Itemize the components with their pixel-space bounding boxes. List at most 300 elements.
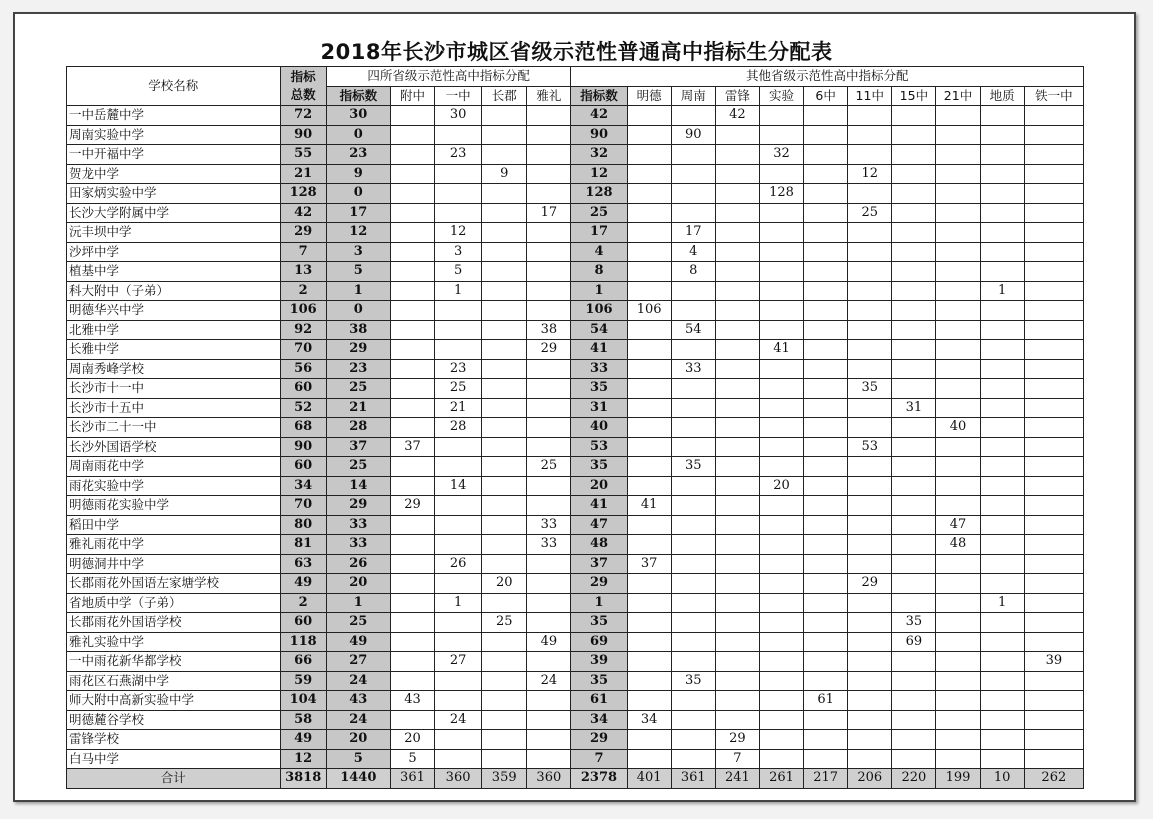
group2-value-cell: 206 [848, 769, 892, 789]
group1-value-cell [527, 262, 571, 282]
group2-value-cell [671, 749, 715, 769]
group1-col-header: 附中 [390, 86, 434, 106]
group2-value-cell [980, 671, 1024, 691]
group2-value-cell [804, 379, 848, 399]
school-name-cell: 周南雨花中学 [67, 457, 281, 477]
group2-value-cell [1024, 632, 1083, 652]
group1-value-cell [482, 301, 527, 321]
group2-value-cell [671, 535, 715, 555]
group2-value-cell [715, 398, 759, 418]
table-row [67, 281, 1084, 301]
group1-index-cell: 0 [326, 125, 390, 145]
group1-value-cell: 25 [527, 457, 571, 477]
group1-value-cell [390, 593, 434, 613]
group2-value-cell [671, 613, 715, 633]
school-name-cell: 明德华兴中学 [67, 301, 281, 321]
group2-value-cell [1024, 184, 1083, 204]
group1-value-cell [527, 554, 571, 574]
school-name-cell: 白马中学 [67, 749, 281, 769]
group2-value-cell: 20 [759, 476, 803, 496]
table-row [67, 554, 1084, 574]
group1-value-cell: 360 [527, 769, 571, 789]
total-cell: 70 [280, 340, 326, 360]
total-cell: 55 [280, 145, 326, 165]
table-row [67, 242, 1084, 262]
group2-value-cell [1024, 125, 1083, 145]
group1-value-cell [527, 242, 571, 262]
total-row [67, 769, 1084, 789]
total-cell: 2 [280, 281, 326, 301]
group1-value-cell [435, 496, 482, 516]
group2-value-cell: 35 [848, 379, 892, 399]
group2-index-cell: 35 [571, 457, 627, 477]
total-cell: 63 [280, 554, 326, 574]
group2-value-cell [936, 379, 980, 399]
group2-value-cell [980, 496, 1024, 516]
group2-value-cell [936, 262, 980, 282]
group1-value-cell [435, 164, 482, 184]
group2-value-cell [671, 340, 715, 360]
allocation-table [66, 66, 1084, 789]
group2-value-cell [627, 106, 671, 126]
group1-value-cell [435, 184, 482, 204]
group2-value-cell [627, 203, 671, 223]
group2-value-cell [980, 476, 1024, 496]
group2-value-cell [936, 301, 980, 321]
group2-value-cell: 4 [671, 242, 715, 262]
group1-value-cell [390, 145, 434, 165]
group2-value-cell [892, 457, 936, 477]
group2-value-cell: 10 [980, 769, 1024, 789]
school-name-cell: 长郡雨花外国语左家塘学校 [67, 574, 281, 594]
group2-value-cell [980, 398, 1024, 418]
group2-index-cell: 31 [571, 398, 627, 418]
group2-value-cell [715, 379, 759, 399]
group2-value-cell [892, 164, 936, 184]
group2-value-cell [804, 320, 848, 340]
group1-value-cell: 359 [482, 769, 527, 789]
group1-index-cell: 49 [326, 632, 390, 652]
group2-value-cell [980, 184, 1024, 204]
group1-value-cell [482, 184, 527, 204]
group1-index-cell: 3 [326, 242, 390, 262]
group1-value-cell [390, 457, 434, 477]
group2-value-cell [980, 457, 1024, 477]
group1-value-cell: 9 [482, 164, 527, 184]
group1-value-cell: 28 [435, 418, 482, 438]
group2-value-cell [804, 632, 848, 652]
group2-value-cell [715, 710, 759, 730]
group1-value-cell: 5 [390, 749, 434, 769]
group2-value-cell [759, 203, 803, 223]
total-cell: 7 [280, 242, 326, 262]
group2-value-cell: 128 [759, 184, 803, 204]
group2-value-cell [848, 242, 892, 262]
group1-index-cell: 27 [326, 652, 390, 672]
group2-value-cell: 39 [1024, 652, 1083, 672]
group2-value-cell [1024, 710, 1083, 730]
group1-value-cell [390, 359, 434, 379]
group2-index-cell: 39 [571, 652, 627, 672]
group2-value-cell [892, 125, 936, 145]
school-name-cell: 周南实验中学 [67, 125, 281, 145]
group2-value-cell: 61 [804, 691, 848, 711]
school-name-cell: 雨花实验中学 [67, 476, 281, 496]
group1-value-cell: 29 [527, 340, 571, 360]
group1-value-cell [435, 574, 482, 594]
group1-value-cell [482, 203, 527, 223]
group1-value-cell: 33 [527, 535, 571, 555]
group2-col-header: 周南 [671, 86, 715, 106]
total-cell: 3818 [280, 769, 326, 789]
total-cell: 34 [280, 476, 326, 496]
group2-index-cell: 41 [571, 340, 627, 360]
group1-value-cell [482, 223, 527, 243]
group2-value-cell: 199 [936, 769, 980, 789]
group2-value-cell [759, 535, 803, 555]
group2-value-cell [848, 671, 892, 691]
group2-value-cell [980, 242, 1024, 262]
group2-value-cell [759, 418, 803, 438]
group2-value-cell [892, 574, 936, 594]
group2-index-cell: 47 [571, 515, 627, 535]
group2-index-cell: 1 [571, 281, 627, 301]
group2-value-cell [759, 496, 803, 516]
group2-value-cell [715, 418, 759, 438]
group2-value-cell [892, 184, 936, 204]
group2-index-cell: 20 [571, 476, 627, 496]
group2-value-cell [892, 730, 936, 750]
group1-value-cell [527, 398, 571, 418]
group2-value-cell: 106 [627, 301, 671, 321]
group2-value-cell [980, 320, 1024, 340]
total-cell: 29 [280, 223, 326, 243]
group1-value-cell [482, 671, 527, 691]
group1-value-cell: 360 [435, 769, 482, 789]
group2-value-cell [936, 145, 980, 165]
group2-value-cell [892, 320, 936, 340]
group2-value-cell [671, 184, 715, 204]
page-title: 2018年长沙市城区省级示范性普通高中指标生分配表 [320, 40, 833, 64]
group1-header: 四所省级示范性高中指标分配 [326, 67, 571, 87]
group2-value-cell: 1 [980, 593, 1024, 613]
group1-value-cell: 26 [435, 554, 482, 574]
group2-value-cell [848, 554, 892, 574]
group2-value-cell [936, 554, 980, 574]
group1-index-cell: 25 [326, 613, 390, 633]
group2-value-cell: 41 [759, 340, 803, 360]
group2-value-cell [671, 281, 715, 301]
group2-value-cell [848, 340, 892, 360]
group2-value-cell [848, 749, 892, 769]
group1-value-cell: 23 [435, 359, 482, 379]
group2-value-cell [980, 301, 1024, 321]
total-cell: 49 [280, 730, 326, 750]
group2-value-cell [892, 652, 936, 672]
group2-value-cell [1024, 320, 1083, 340]
group2-value-cell [671, 164, 715, 184]
group1-value-cell [435, 671, 482, 691]
group2-value-cell [759, 359, 803, 379]
group2-value-cell [1024, 106, 1083, 126]
group2-value-cell [671, 398, 715, 418]
group1-value-cell [482, 145, 527, 165]
group2-value-cell [1024, 613, 1083, 633]
group1-value-cell: 361 [390, 769, 434, 789]
group2-value-cell [715, 340, 759, 360]
group2-value-cell [804, 476, 848, 496]
group2-value-cell [715, 671, 759, 691]
group1-value-cell [435, 340, 482, 360]
group1-index-cell: 25 [326, 379, 390, 399]
group2-value-cell [804, 437, 848, 457]
group2-value-cell [759, 301, 803, 321]
group1-value-cell [527, 379, 571, 399]
group2-value-cell [627, 164, 671, 184]
group2-value-cell [759, 242, 803, 262]
group2-value-cell [759, 106, 803, 126]
group1-value-cell [482, 632, 527, 652]
group2-value-cell [848, 632, 892, 652]
group1-index-cell: 25 [326, 457, 390, 477]
group2-value-cell [759, 652, 803, 672]
group2-index-cell: 35 [571, 379, 627, 399]
group2-value-cell [804, 613, 848, 633]
group1-value-cell [482, 359, 527, 379]
group1-value-cell [527, 359, 571, 379]
group1-index-cell: 24 [326, 671, 390, 691]
group2-value-cell [627, 671, 671, 691]
group1-value-cell [482, 730, 527, 750]
group2-value-cell [1024, 359, 1083, 379]
group2-value-cell: 361 [671, 769, 715, 789]
group2-value-cell [627, 613, 671, 633]
group2-value-cell: 241 [715, 769, 759, 789]
total-cell: 128 [280, 184, 326, 204]
group2-value-cell [804, 242, 848, 262]
group1-value-cell [527, 613, 571, 633]
group1-value-cell [435, 535, 482, 555]
group2-value-cell [848, 730, 892, 750]
group1-index-cell: 26 [326, 554, 390, 574]
group2-value-cell [1024, 457, 1083, 477]
total-cell: 106 [280, 301, 326, 321]
group2-value-cell [627, 320, 671, 340]
group2-value-cell [892, 379, 936, 399]
group1-value-cell: 20 [390, 730, 434, 750]
group2-value-cell [892, 515, 936, 535]
group2-value-cell [980, 730, 1024, 750]
group2-col-header: 雷锋 [715, 86, 759, 106]
total-cell: 52 [280, 398, 326, 418]
group2-value-cell [627, 223, 671, 243]
group2-value-cell [804, 223, 848, 243]
group2-value-cell [1024, 340, 1083, 360]
group2-col-header: 铁一中 [1024, 86, 1083, 106]
group2-value-cell [892, 223, 936, 243]
group2-value-cell [627, 398, 671, 418]
group2-value-cell [936, 398, 980, 418]
group2-value-cell [715, 125, 759, 145]
group2-index-cell: 12 [571, 164, 627, 184]
group2-value-cell [671, 632, 715, 652]
group2-value-cell [804, 515, 848, 535]
group2-value-cell [1024, 593, 1083, 613]
group2-value-cell [671, 476, 715, 496]
group2-value-cell [936, 671, 980, 691]
group2-value-cell [804, 593, 848, 613]
group2-value-cell [759, 593, 803, 613]
group2-value-cell [715, 184, 759, 204]
group2-value-cell [1024, 223, 1083, 243]
group1-value-cell [482, 749, 527, 769]
group1-index-cell: 24 [326, 710, 390, 730]
group2-value-cell [627, 125, 671, 145]
group1-value-cell [482, 437, 527, 457]
group2-value-cell [848, 223, 892, 243]
school-name-cell: 雅礼实验中学 [67, 632, 281, 652]
group2-value-cell [936, 164, 980, 184]
group2-index-cell: 54 [571, 320, 627, 340]
group1-index-cell: 28 [326, 418, 390, 438]
group2-index-cell: 25 [571, 203, 627, 223]
group2-value-cell [804, 535, 848, 555]
group2-value-cell [848, 145, 892, 165]
group2-value-cell [627, 418, 671, 438]
group2-index-cell: 69 [571, 632, 627, 652]
group2-value-cell: 35 [671, 671, 715, 691]
group1-value-cell [527, 710, 571, 730]
group1-value-cell [390, 184, 434, 204]
group2-value-cell [848, 125, 892, 145]
group1-value-cell [435, 730, 482, 750]
group2-value-cell [1024, 281, 1083, 301]
group2-value-cell [715, 359, 759, 379]
group1-value-cell [390, 710, 434, 730]
group2-value-cell [980, 223, 1024, 243]
group1-index-cell: 0 [326, 184, 390, 204]
group2-value-cell [804, 496, 848, 516]
group1-value-cell [527, 749, 571, 769]
total-cell: 72 [280, 106, 326, 126]
group2-value-cell [627, 242, 671, 262]
group2-index-cell: 40 [571, 418, 627, 438]
total-cell: 2 [280, 593, 326, 613]
table-row [67, 593, 1084, 613]
group2-value-cell [936, 574, 980, 594]
group2-value-cell [759, 554, 803, 574]
group1-index-cell: 43 [326, 691, 390, 711]
group1-index-cell: 17 [326, 203, 390, 223]
group2-value-cell [715, 164, 759, 184]
group2-value-cell [1024, 554, 1083, 574]
group2-value-cell [759, 730, 803, 750]
group2-value-cell [715, 320, 759, 340]
group1-value-cell [390, 203, 434, 223]
group2-index-cell: 106 [571, 301, 627, 321]
group1-value-cell [527, 125, 571, 145]
group2-value-cell [892, 281, 936, 301]
group1-value-cell [435, 749, 482, 769]
group2-value-cell [980, 379, 1024, 399]
group2-value-cell [1024, 262, 1083, 282]
group2-index-cell: 37 [571, 554, 627, 574]
group2-value-cell [892, 340, 936, 360]
group2-value-cell: 54 [671, 320, 715, 340]
group2-value-cell [671, 301, 715, 321]
group2-value-cell [759, 515, 803, 535]
group1-value-cell: 14 [435, 476, 482, 496]
group2-value-cell [671, 554, 715, 574]
group2-value-cell [936, 593, 980, 613]
group1-value-cell [482, 281, 527, 301]
group2-value-cell [671, 203, 715, 223]
school-name-cell: 一中开福中学 [67, 145, 281, 165]
group2-value-cell: 29 [848, 574, 892, 594]
group2-value-cell [1024, 203, 1083, 223]
group2-value-cell [1024, 749, 1083, 769]
group2-value-cell [892, 262, 936, 282]
group2-value-cell [715, 691, 759, 711]
group2-value-cell [1024, 730, 1083, 750]
group2-value-cell [1024, 437, 1083, 457]
group2-col-header: 实验 [759, 86, 803, 106]
group2-value-cell [980, 262, 1024, 282]
group1-index-cell: 29 [326, 340, 390, 360]
group1-value-cell [390, 613, 434, 633]
group1-value-cell [435, 437, 482, 457]
total-header [280, 67, 326, 106]
total-cell: 60 [280, 613, 326, 633]
group1-value-cell [390, 125, 434, 145]
group2-value-cell [759, 632, 803, 652]
group1-value-cell [390, 320, 434, 340]
group1-value-cell [390, 515, 434, 535]
group1-value-cell [435, 301, 482, 321]
group2-value-cell: 33 [671, 359, 715, 379]
group2-col-header: 21中 [936, 86, 980, 106]
group1-value-cell: 29 [390, 496, 434, 516]
group2-value-cell [936, 496, 980, 516]
group2-value-cell [715, 437, 759, 457]
group2-value-cell [936, 710, 980, 730]
group1-value-cell [482, 554, 527, 574]
group2-value-cell [627, 652, 671, 672]
school-name-cell: 稻田中学 [67, 515, 281, 535]
group2-value-cell [936, 281, 980, 301]
group2-value-cell [848, 281, 892, 301]
group2-value-cell: 37 [627, 554, 671, 574]
table-row [67, 164, 1084, 184]
group1-value-cell [390, 652, 434, 672]
group2-value-cell [848, 398, 892, 418]
group2-value-cell [671, 379, 715, 399]
group1-value-cell [527, 281, 571, 301]
group2-value-cell [892, 437, 936, 457]
group2-value-cell [715, 476, 759, 496]
table-row [67, 262, 1084, 282]
group2-header: 其他省级示范性高中指标分配 [571, 67, 1084, 87]
group2-value-cell [671, 437, 715, 457]
group2-value-cell [980, 515, 1024, 535]
group2-value-cell [1024, 476, 1083, 496]
group1-value-cell: 49 [527, 632, 571, 652]
group2-value-cell: 17 [671, 223, 715, 243]
group1-value-cell: 38 [527, 320, 571, 340]
group2-value-cell [627, 281, 671, 301]
group2-index-cell: 29 [571, 574, 627, 594]
group1-value-cell [435, 125, 482, 145]
